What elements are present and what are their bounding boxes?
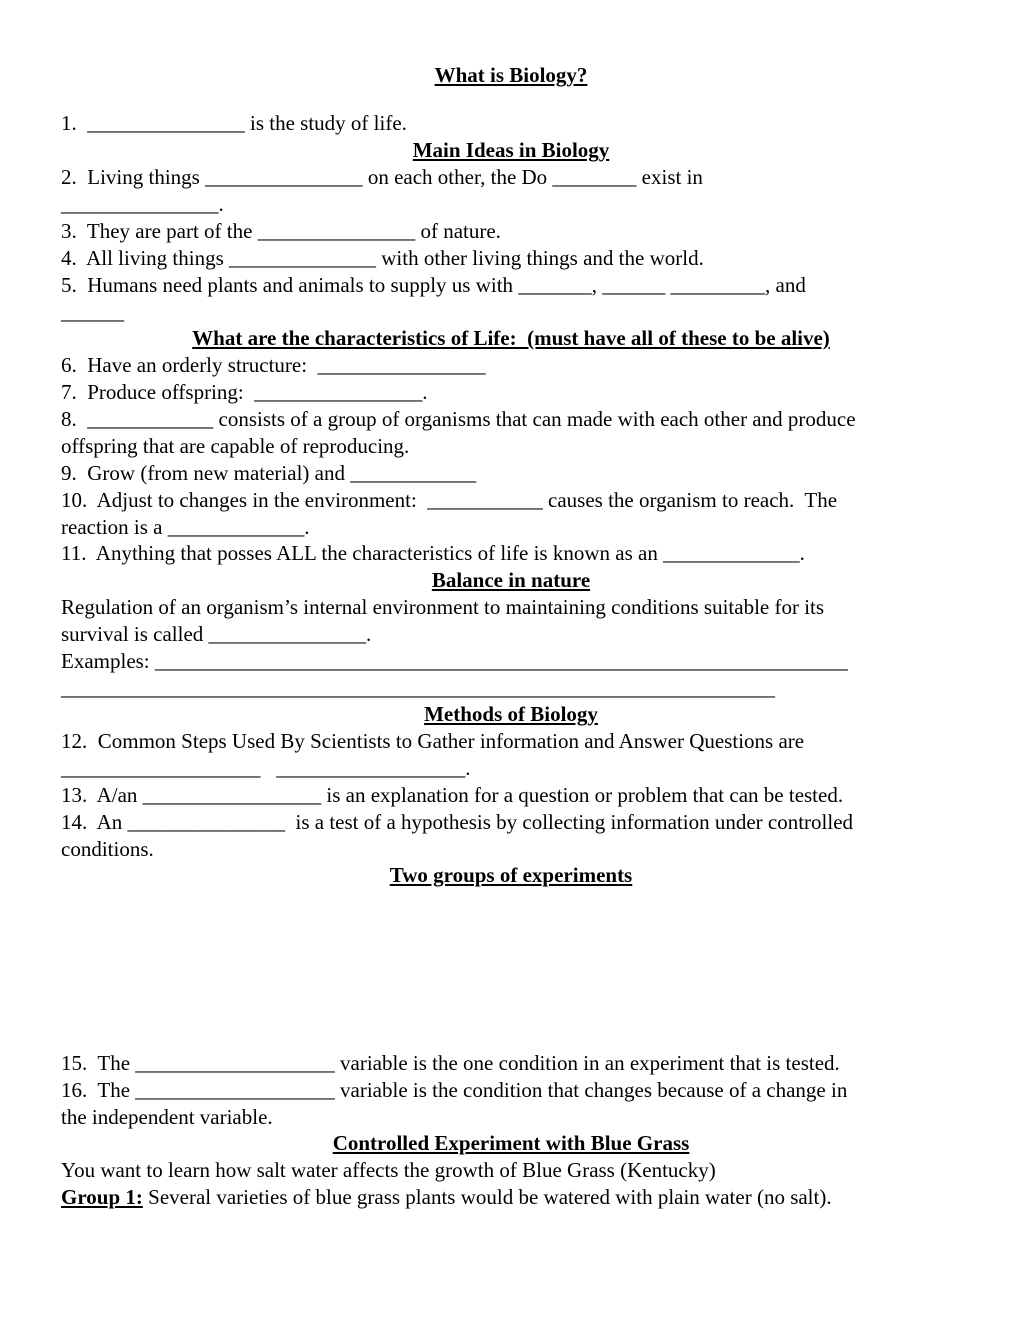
- group-1-line: [61, 1184, 961, 1211]
- question-6: 6. Have an orderly structure: ________________: [61, 353, 486, 377]
- examples-line: Examples: __________________________________________________________________: [61, 649, 848, 673]
- question-8-line-1: 8. ____________ consists of a group of organisms that can made with each other and produce: [61, 407, 856, 431]
- question-5-line-2: ______: [61, 300, 124, 324]
- question-14-line-2: conditions.: [61, 837, 154, 861]
- question-12-line-1: 12. Common Steps Used By Scientists to Gather information and Answer Questions are: [61, 729, 805, 753]
- controlled-experiment-intro: You want to learn how salt water affects the growth of Blue Grass (Kentucky): [61, 1158, 716, 1182]
- question-9: 9. Grow (from new material) and ____________: [61, 461, 477, 485]
- balance-line-2: survival is called _______________.: [61, 622, 372, 646]
- question-12-line-2: ___________________ __________________.: [61, 756, 471, 780]
- page-title: What is Biology?: [434, 63, 588, 87]
- heading-balance-in-nature: Balance in nature: [431, 568, 591, 592]
- question-10-line-1: 10. Adjust to changes in the environment: ___________ causes the organism to reach. The: [61, 488, 838, 512]
- question-8-line-2: offspring that are capable of reproducing.: [61, 434, 410, 458]
- question-11: 11. Anything that posses ALL the characteristics of life is known as an _____________.: [61, 541, 805, 565]
- question-13: 13. A/an _________________ is an explanation for a question or problem that can be tested.: [61, 783, 844, 807]
- heading-two-groups: Two groups of experiments: [389, 863, 633, 887]
- group-1-label: Group 1:: [61, 1185, 143, 1209]
- examples-blank-line: ____________________________________________________________________: [61, 676, 775, 700]
- question-1: 1. _______________ is the study of life.: [61, 111, 407, 135]
- heading-characteristics: What are the characteristics of Life: (must have all of these to be alive): [192, 326, 830, 350]
- question-15: 15. The ___________________ variable is the one condition in an experiment that is tested.: [61, 1051, 840, 1075]
- question-2-line-1: 2. Living things _______________ on each other, the Do ________ exist in: [61, 165, 703, 189]
- question-16-line-2: the independent variable.: [61, 1105, 273, 1129]
- heading-methods-of-biology: Methods of Biology: [424, 702, 598, 726]
- question-4: 4. All living things ______________ with other living things and the world.: [61, 246, 704, 270]
- question-3: 3. They are part of the _______________ of nature.: [61, 219, 501, 243]
- question-5-line-1: 5. Humans need plants and animals to supply us with _______, ______ _________, and: [61, 273, 806, 297]
- question-7: 7. Produce offspring: ________________.: [61, 380, 428, 404]
- group-1-text: Several varieties of blue grass plants would be watered with plain water (no salt).: [142, 1185, 832, 1209]
- question-16-line-1: 16. The ___________________ variable is the condition that changes because of a change in: [61, 1078, 848, 1102]
- balance-line-1: Regulation of an organism’s internal environment to maintaining conditions suitable for its: [61, 595, 825, 619]
- heading-main-ideas: Main Ideas in Biology: [412, 138, 610, 162]
- question-14-line-1: 14. An _______________ is a test of a hypothesis by collecting information under controlled: [61, 810, 854, 834]
- heading-controlled-experiment: Controlled Experiment with Blue Grass: [332, 1131, 690, 1155]
- question-10-line-2: reaction is a _____________.: [61, 515, 310, 539]
- question-2-line-2: _______________.: [61, 192, 224, 216]
